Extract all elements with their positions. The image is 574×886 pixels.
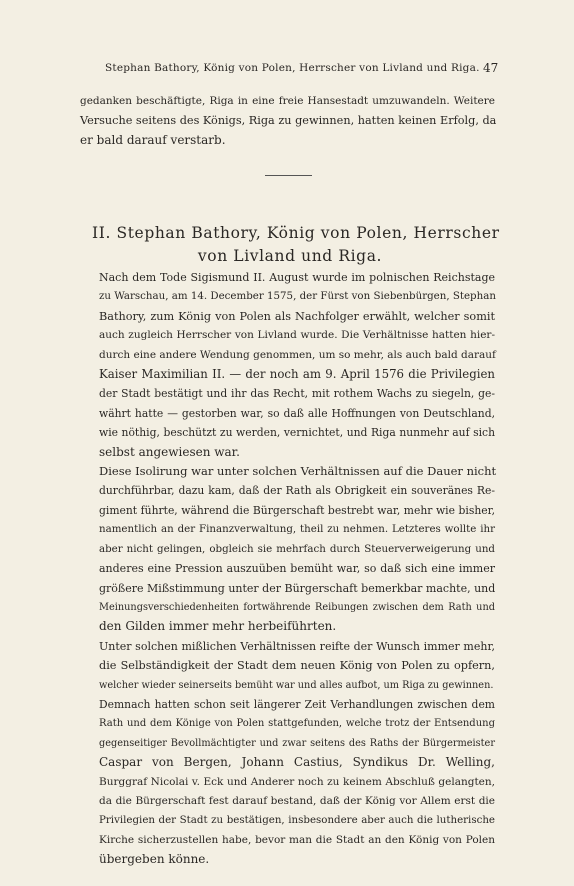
text-line: Meinungsverschiedenheiten fortwährende Reibungen zwischen dem Rath und (99, 601, 495, 613)
text-line: namentlich an der Finanzverwaltung, theil zu nehmen. Letzteres wollte ihr (99, 523, 495, 536)
text-line: gegenseitiger Bevollmächtigter und zwar seitens des Raths der Bürgermeister (99, 737, 495, 749)
text-line: größere Mißstimmung unter der Bürgerschaft bemerkbar machte, und (99, 581, 496, 595)
text-line: den Gilden immer mehr herbeiführten. (99, 619, 337, 634)
running-head (105, 62, 505, 74)
text-line: da die Bürgerschaft fest darauf bestand, daß der König vor Allem erst die (99, 794, 495, 807)
text-line: aber nicht gelingen, obgleich sie mehrfach durch Steuerverweigerung und (99, 542, 495, 555)
text-line: der Stadt bestätigt und ihr das Recht, mit rothem Wachs zu siegeln, ge- (99, 387, 495, 401)
text-line: selbst angewiesen war. (99, 444, 240, 459)
chapter-title-line: II. Stephan Bathory, König von Polen, Herrscher (92, 224, 500, 242)
chapter-body (80, 268, 495, 870)
chapter-title (80, 222, 500, 268)
text-line: anderes eine Pression auszuüben bemüht war, so daß sich eine immer (99, 562, 495, 576)
text-line: auch zugleich Herrscher von Livland wurde. Die Verhältnisse hatten hier- (99, 329, 495, 342)
text-line: Diese Isolirung war unter solchen Verhältnissen auf die Dauer nicht (99, 464, 497, 479)
text-line: zu Warschau, am 14. December 1575, der Fürst von Siebenbürgen, Stephan (99, 290, 496, 303)
text-line: die Selbständigkeit der Stadt dem neuen König von Polen zu opfern, (99, 659, 495, 673)
text-line: Nach dem Tode Sigismund II. August wurde im polnischen Reichstage (99, 271, 495, 284)
body-paragraph (80, 695, 495, 870)
text-line: durchführbar, dazu kam, daß der Rath als Obrigkeit ein souveränes Re- (99, 484, 495, 498)
text-line: Unter solchen mißlichen Verhältnissen reifte der Wunsch immer mehr, (99, 639, 495, 653)
text-line: wie nöthig, beschützt zu werden, vernichtet, und Riga nunmehr auf sich (99, 426, 495, 440)
text-line: giment führte, während die Bürgerschaft bestrebt war, mehr wie bisher, (99, 503, 495, 517)
body-paragraph (80, 462, 495, 637)
text-line: Bathory, zum König von Polen als Nachfolger erwählt, welcher somit (99, 309, 495, 323)
text-line: gedanken beschäftigte, Riga in eine freie Hansestadt umzuwandeln. Weitere (80, 95, 495, 107)
text-line: Versuche seitens des Königs, Riga zu gewinnen, hatten keinen Erfolg, da (80, 114, 497, 128)
section-divider (265, 175, 312, 176)
text-line: durch eine andere Wendung genommen, um so mehr, als auch bald darauf (99, 348, 496, 361)
text-line: Kaiser Maximilian II. — der noch am 9. April 1576 die Privilegien (99, 367, 495, 382)
text-line: währt hatte — gestorben war, so daß alle Hoffnungen von Deutschland, (99, 406, 495, 420)
page-number: 47 (483, 61, 499, 75)
text-line: er bald darauf verstarb. (80, 132, 226, 147)
intro-paragraph (80, 92, 495, 150)
text-line: Kirche sicherzustellen habe, bevor man die Stadt an den König von Polen (99, 833, 495, 846)
body-paragraph (80, 637, 495, 695)
text-line: übergeben könne. (99, 852, 210, 867)
text-line: Privilegien der Stadt zu bestätigen, insbesondere aber auch die lutherische (99, 814, 495, 827)
text-line: Rath und dem Könige von Polen stattgefunden, welche trotz der Entsendung (99, 718, 495, 730)
text-line: welcher wieder seinerseits bemüht war und alles aufbot, um Riga zu gewinnen. (99, 679, 494, 691)
text-line: Burggraf Nicolai v. Eck und Anderer noch zu keinem Abschluß gelangten, (99, 775, 495, 788)
running-title: Stephan Bathory, König von Polen, Herrscher von Livland und Riga. (105, 62, 480, 74)
text-line: Caspar von Bergen, Johann Castius, Syndikus Dr. Welling, (99, 755, 495, 770)
text-line: Demnach hatten schon seit längerer Zeit Verhandlungen zwischen dem (99, 697, 495, 711)
chapter-title-line: von Livland und Riga. (197, 247, 383, 265)
body-paragraph (80, 268, 495, 462)
